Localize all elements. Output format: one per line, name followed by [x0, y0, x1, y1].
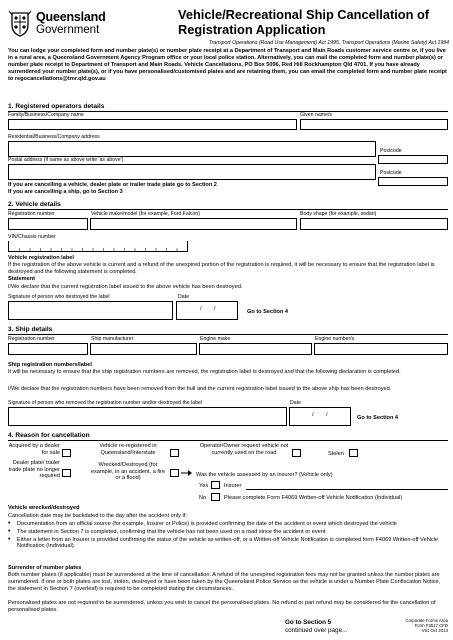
wrecked-conditions-list [8, 521, 448, 550]
ship-signature-field[interactable] [8, 407, 287, 426]
engine-make-label: Engine make [200, 336, 231, 342]
ship-numbers-heading: Ship registration numbers/label [8, 362, 92, 368]
wrecked-heading: Vehicle wrecked/destroyed [8, 505, 80, 511]
engine-numbers-label: Engine number/s [315, 336, 355, 342]
vehicle-body-label: Body shape (for example, sedan) [300, 211, 377, 217]
ship-goto-section4: Go to Section 4 [357, 415, 399, 421]
postal-postcode-field[interactable] [378, 177, 448, 186]
engine-numbers-field[interactable] [314, 343, 448, 355]
insurer-no-text: Please complete Form F4069 Written-off Vehicle Notification (Individual) [224, 495, 403, 501]
wrecked-condition-item: • Either a letter from an Insurer is provided confirming the status of the vehicle as written-off, or a Written-off Vehicle Notification is completed form F4069 Written-off Vehicle Notification (Individual). [8, 537, 448, 551]
section4-heading: 4. Reason for cancellation [8, 432, 90, 439]
statement-heading: Statement [8, 276, 36, 282]
reason-operator-request-checkbox[interactable] [292, 449, 301, 457]
family-name-label: Family/Business/Company name [8, 112, 84, 118]
reason-acquired-checkbox[interactable] [62, 449, 71, 457]
section4-rule [8, 440, 448, 441]
wrecked-arrow-icon [181, 469, 193, 477]
intro-text: You can lodge your completed form and number plate(s) or number plate receipt at a Department of Transport and Main Roads customer service centre or, if you live in a rural area, a Queensland Government Agency Program office or your local police station. Alternatively, you can mail the completed form and number plate(s) or number plate receipt to Department of Transport and Main Roads, Vehicle Cancellations, PO Box 5096, Red Hill Rockhampton Qld 4701. If you have already surrendered your number plate(s), or if you have personalised/customised plates and are retaining them, you can email the completed form and number plate receipt to regocancellations@tmr.qld.gov.au [8, 48, 447, 83]
footer-goto-section5: Go to Section 5 [285, 619, 332, 626]
engine-make-field[interactable] [199, 343, 312, 355]
postal-postcode-label: Postcode [380, 170, 402, 176]
section1-heading: 1. Registered operators details [8, 103, 105, 110]
residential-postcode-label: Postcode [380, 148, 402, 154]
ship-date-label: Date [290, 400, 301, 406]
vehicle-label-text: If the registration of the above vehicle is current and a refund of the unexpired portion of the registration is required, it will be necessary to ensure that the registration label is destroyed and the following statement is completed. [8, 262, 435, 275]
vehicle-signature-field[interactable] [8, 301, 173, 320]
vehicle-rego-label: Registration number [8, 211, 55, 217]
footer-continued: continued over page... [285, 627, 348, 634]
insurer-label: Insurer [224, 483, 242, 489]
surrender-heading: Surrender of number plates [8, 565, 82, 571]
surrender-text2: Personalised plates are not required to be surrendered, unless you wish to cancel the personalised plates. No refund or part refund may be considered for the cancellation of personalised plates. [8, 600, 436, 613]
legislation-acts: Transport Operations (Road Use Management) Act 1995, Transport Operations (Marine Safety) Act 1994 [208, 40, 449, 46]
ship-rego-field[interactable] [8, 343, 88, 355]
vehicle-date-separators: / / [200, 306, 216, 312]
reason-reregistered-label: Vehicle re-registered in Queensland/Interstate [99, 443, 157, 456]
given-names-label: Given name/s [300, 112, 333, 118]
vin-character-ticks [9, 241, 189, 252]
reason-dealer-plate-checkbox[interactable] [62, 469, 71, 477]
section1-note-vehicle: If you are cancelling a vehicle, dealer plate or trailer trade plate go to Section 2 [8, 182, 217, 188]
reason-dealer-plate-label: Dealer plate/ trailer trade plate no longer required [8, 460, 60, 480]
residential-postcode-field[interactable] [378, 155, 448, 164]
vehicle-body-field[interactable] [300, 218, 448, 230]
section1-note-ship: If you are cancelling a ship, go to Section 3 [8, 189, 123, 195]
vehicle-label-heading: Vehicle registration label [8, 255, 74, 261]
insurer-no-label: No [199, 495, 207, 501]
ship-manufacturer-label: Ship manufacturer [91, 336, 134, 342]
residential-address-field[interactable] [8, 141, 376, 157]
footer-version: V01 Oct 2013 [421, 628, 448, 633]
ship-numbers-text2: I/We declare that the registration numbers have been removed from the hull and the current registration label issued to the above ship has been destroyed. [8, 386, 392, 392]
statement-text: I/We declare that the current registration label issued to the above vehicle has been destroyed. [8, 284, 243, 290]
ship-signature-label: Signature of person who removed the registration number and/or destroyed the label [8, 400, 203, 406]
page-title-line1: Vehicle/Recreational Ship Cancellation of [178, 7, 430, 22]
reason-wrecked-label: Wrecked/Destroyed (for example, in an accident, a fire or a flood) [90, 462, 166, 482]
section3-heading: 3. Ship details [8, 326, 53, 333]
reason-wrecked-checkbox[interactable] [170, 469, 179, 477]
wrecked-condition-item: • The statement in Section 7 is completed, confirming that the vehicle has not been used on a road since the accident or event [8, 529, 448, 536]
ship-manufacturer-field[interactable] [90, 343, 197, 355]
insurer-field[interactable] [246, 489, 448, 490]
surrender-text1: Both number plates (if applicable) must be surrendered at the time of cancellation. A refund of the unexpired registration fees may not be granted unless the number plates are surrendered. If one or both plates are lost, stolen, destroyed or have been taken by the Queensland Police Service as the vehicle is under a Number Plate Confiscation Notice, the statement in Section 7 (overleaf) is required to be completed stating the circumstances. [8, 572, 441, 592]
insurer-yes-label: Yes [199, 483, 209, 489]
page-title-line2: Registration Application [178, 22, 326, 37]
logo-government: Government [36, 24, 100, 36]
reason-reregistered-checkbox[interactable] [170, 449, 179, 457]
reason-acquired-label: Acquired by a dealer for sale [8, 443, 60, 456]
reason-operator-request-label: Operator/Owner request vehicle not currently used on the road [199, 443, 289, 456]
wrecked-condition-item: • Documentation from an official source (for example, Insurer or Police) is provided confirming the date of the accident or event which destroyed the vehicle [8, 521, 448, 528]
vehicle-goto-section4: Go to Section 4 [247, 309, 289, 315]
vin-field[interactable] [8, 241, 188, 252]
section2-rule [8, 209, 448, 210]
postal-address-label: Postal address (if same as above write 'as above') [8, 157, 124, 163]
insurer-yes-checkbox[interactable] [211, 481, 220, 489]
reason-stolen-checkbox[interactable] [349, 449, 358, 457]
vehicle-make-label: Vehicle make/model (for example, Ford Falcon) [91, 211, 200, 217]
vehicle-rego-field[interactable] [8, 218, 88, 230]
footer-forms-area: Corporate Forms Area [405, 618, 448, 623]
ship-date-separators: / / [312, 412, 328, 418]
logo [8, 10, 113, 38]
insurer-no-checkbox[interactable] [211, 493, 220, 501]
residential-address-label: Residential/Business/Company address [8, 134, 100, 140]
vehicle-make-field[interactable] [90, 218, 297, 230]
family-name-field[interactable] [8, 119, 297, 130]
logo-queensland: Queensland [36, 10, 106, 24]
footer-form-number: Form F3517 CFD [414, 623, 448, 628]
insurer-question: Was the vehicle assessed by an insurer? (Vehicle only) [196, 472, 333, 478]
wrecked-intro: Cancellation date may be backdated to the day after the accident only if: [8, 513, 187, 519]
ship-numbers-text1: It will be necessary to ensure that the ship registration numbers are removed, the registration label is destroyed and that the following declaration is completed. [8, 369, 401, 375]
vehicle-date-label: Date [178, 294, 189, 300]
vehicle-signature-label: Signature of person who destroyed the label [8, 294, 110, 300]
section2-heading: 2. Vehicle details [8, 201, 61, 208]
queensland-crest-icon [8, 10, 32, 38]
ship-rego-label: Registration number [8, 336, 55, 342]
section3-rule [8, 334, 448, 335]
postal-address-field[interactable] [8, 164, 376, 180]
given-names-field[interactable] [300, 119, 448, 130]
vin-label: VIN/Chassis number [8, 234, 56, 240]
reason-stolen-label: Stolen [328, 451, 344, 457]
